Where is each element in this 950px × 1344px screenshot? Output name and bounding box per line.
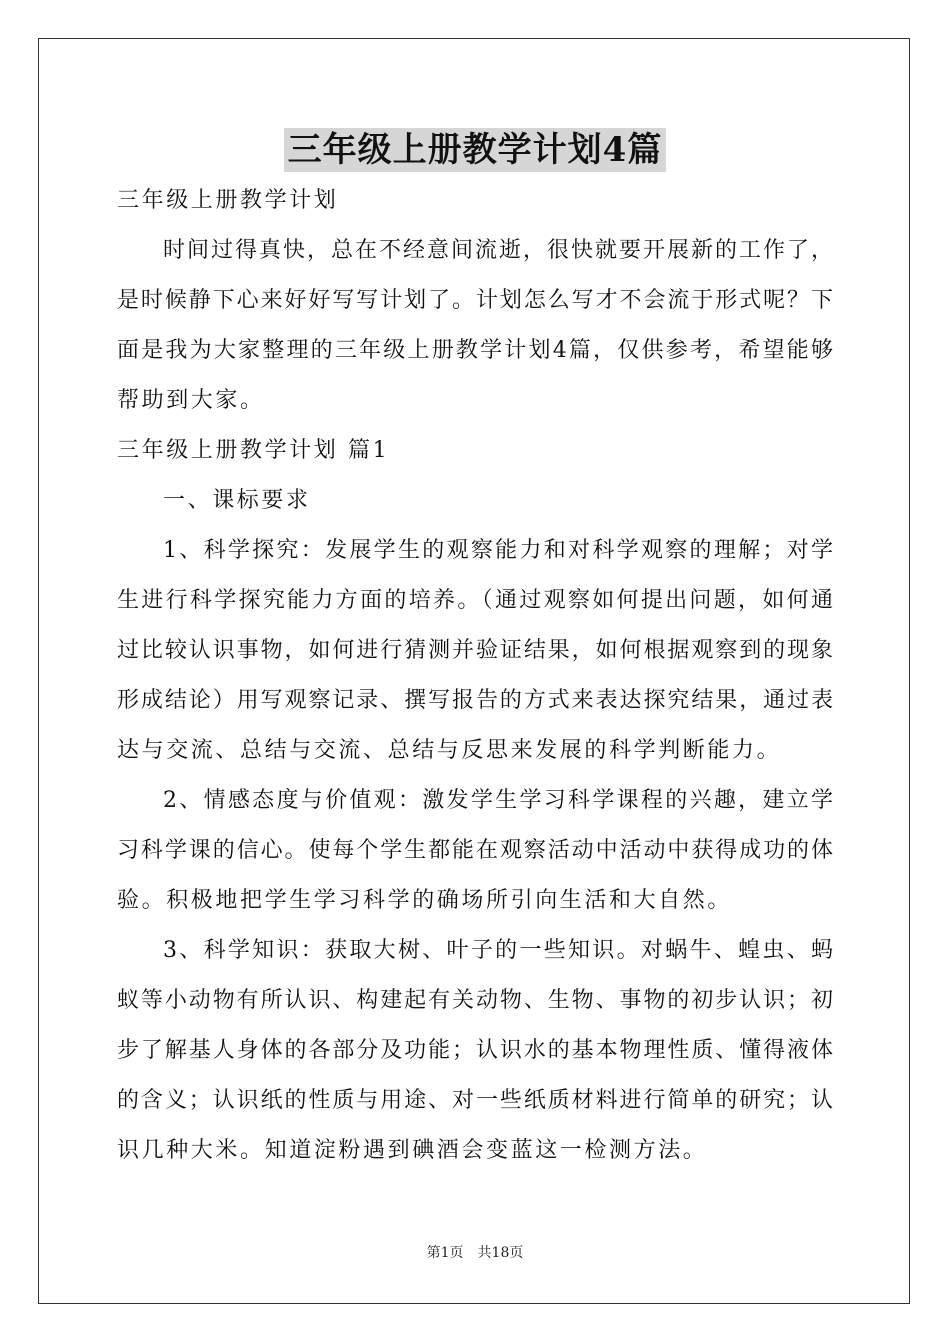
title-area xyxy=(0,128,950,172)
text-line: 达与交流、总结与交流、总结与反思来发展的科学判断能力。 xyxy=(117,738,782,763)
text-line: 面是我为大家整理的三年级上册教学计划4篇，仅供参考，希望能够 xyxy=(117,338,833,363)
text-line: 1、科学探究：发展学生的观察能力和对科学观察的理解；对学 xyxy=(163,538,833,563)
text-line: 过比较认识事物，如何进行猜测并验证结果，如何根据观察到的现象 xyxy=(117,638,833,663)
text-line: 时间过得真快，总在不经意间流逝，很快就要开展新的工作了， xyxy=(163,238,833,263)
text-line: 2、情感态度与价值观：激发学生学习科学课程的兴趣，建立学 xyxy=(163,788,833,813)
text-line: 蚁等小动物有所认识、构建起有关动物、生物、事物的初步认识；初 xyxy=(117,988,833,1013)
text-line: 三年级上册教学计划 xyxy=(117,188,339,213)
text-line: 一、课标要求 xyxy=(163,488,311,513)
text-line: 识几种大米。知道淀粉遇到碘酒会变蓝这一检测方法。 xyxy=(117,1138,708,1163)
text-line: 验。积极地把学生学习科学的确场所引向生活和大自然。 xyxy=(117,888,733,913)
text-line: 三年级上册教学计划 篇1 xyxy=(117,438,390,463)
document-title: 三年级上册教学计划4篇 xyxy=(284,128,667,172)
text-line: 习科学课的信心。使每个学生都能在观察活动中活动中获得成功的体 xyxy=(117,838,833,863)
text-line: 是时候静下心来好好写写计划了。计划怎么写才不会流于形式呢？下 xyxy=(117,288,833,313)
text-line: 步了解基人身体的各部分及功能；认识水的基本物理性质、懂得液体 xyxy=(117,1038,833,1063)
text-line: 生进行科学探究能力方面的培养。（通过观察如何提出问题，如何通 xyxy=(117,588,833,613)
text-line: 帮助到大家。 xyxy=(117,388,265,413)
document-body xyxy=(117,176,833,1176)
text-line: 的含义；认识纸的性质与用途、对一些纸质材料进行简单的研究；认 xyxy=(117,1088,833,1113)
page-footer: 第1页 共18页 xyxy=(426,1245,524,1261)
text-line: 3、科学知识：获取大树、叶子的一些知识。对蜗牛、蝗虫、蚂 xyxy=(163,938,833,963)
text-line: 形成结论）用写观察记录、撰写报告的方式来表达探究结果，通过表 xyxy=(117,688,833,713)
